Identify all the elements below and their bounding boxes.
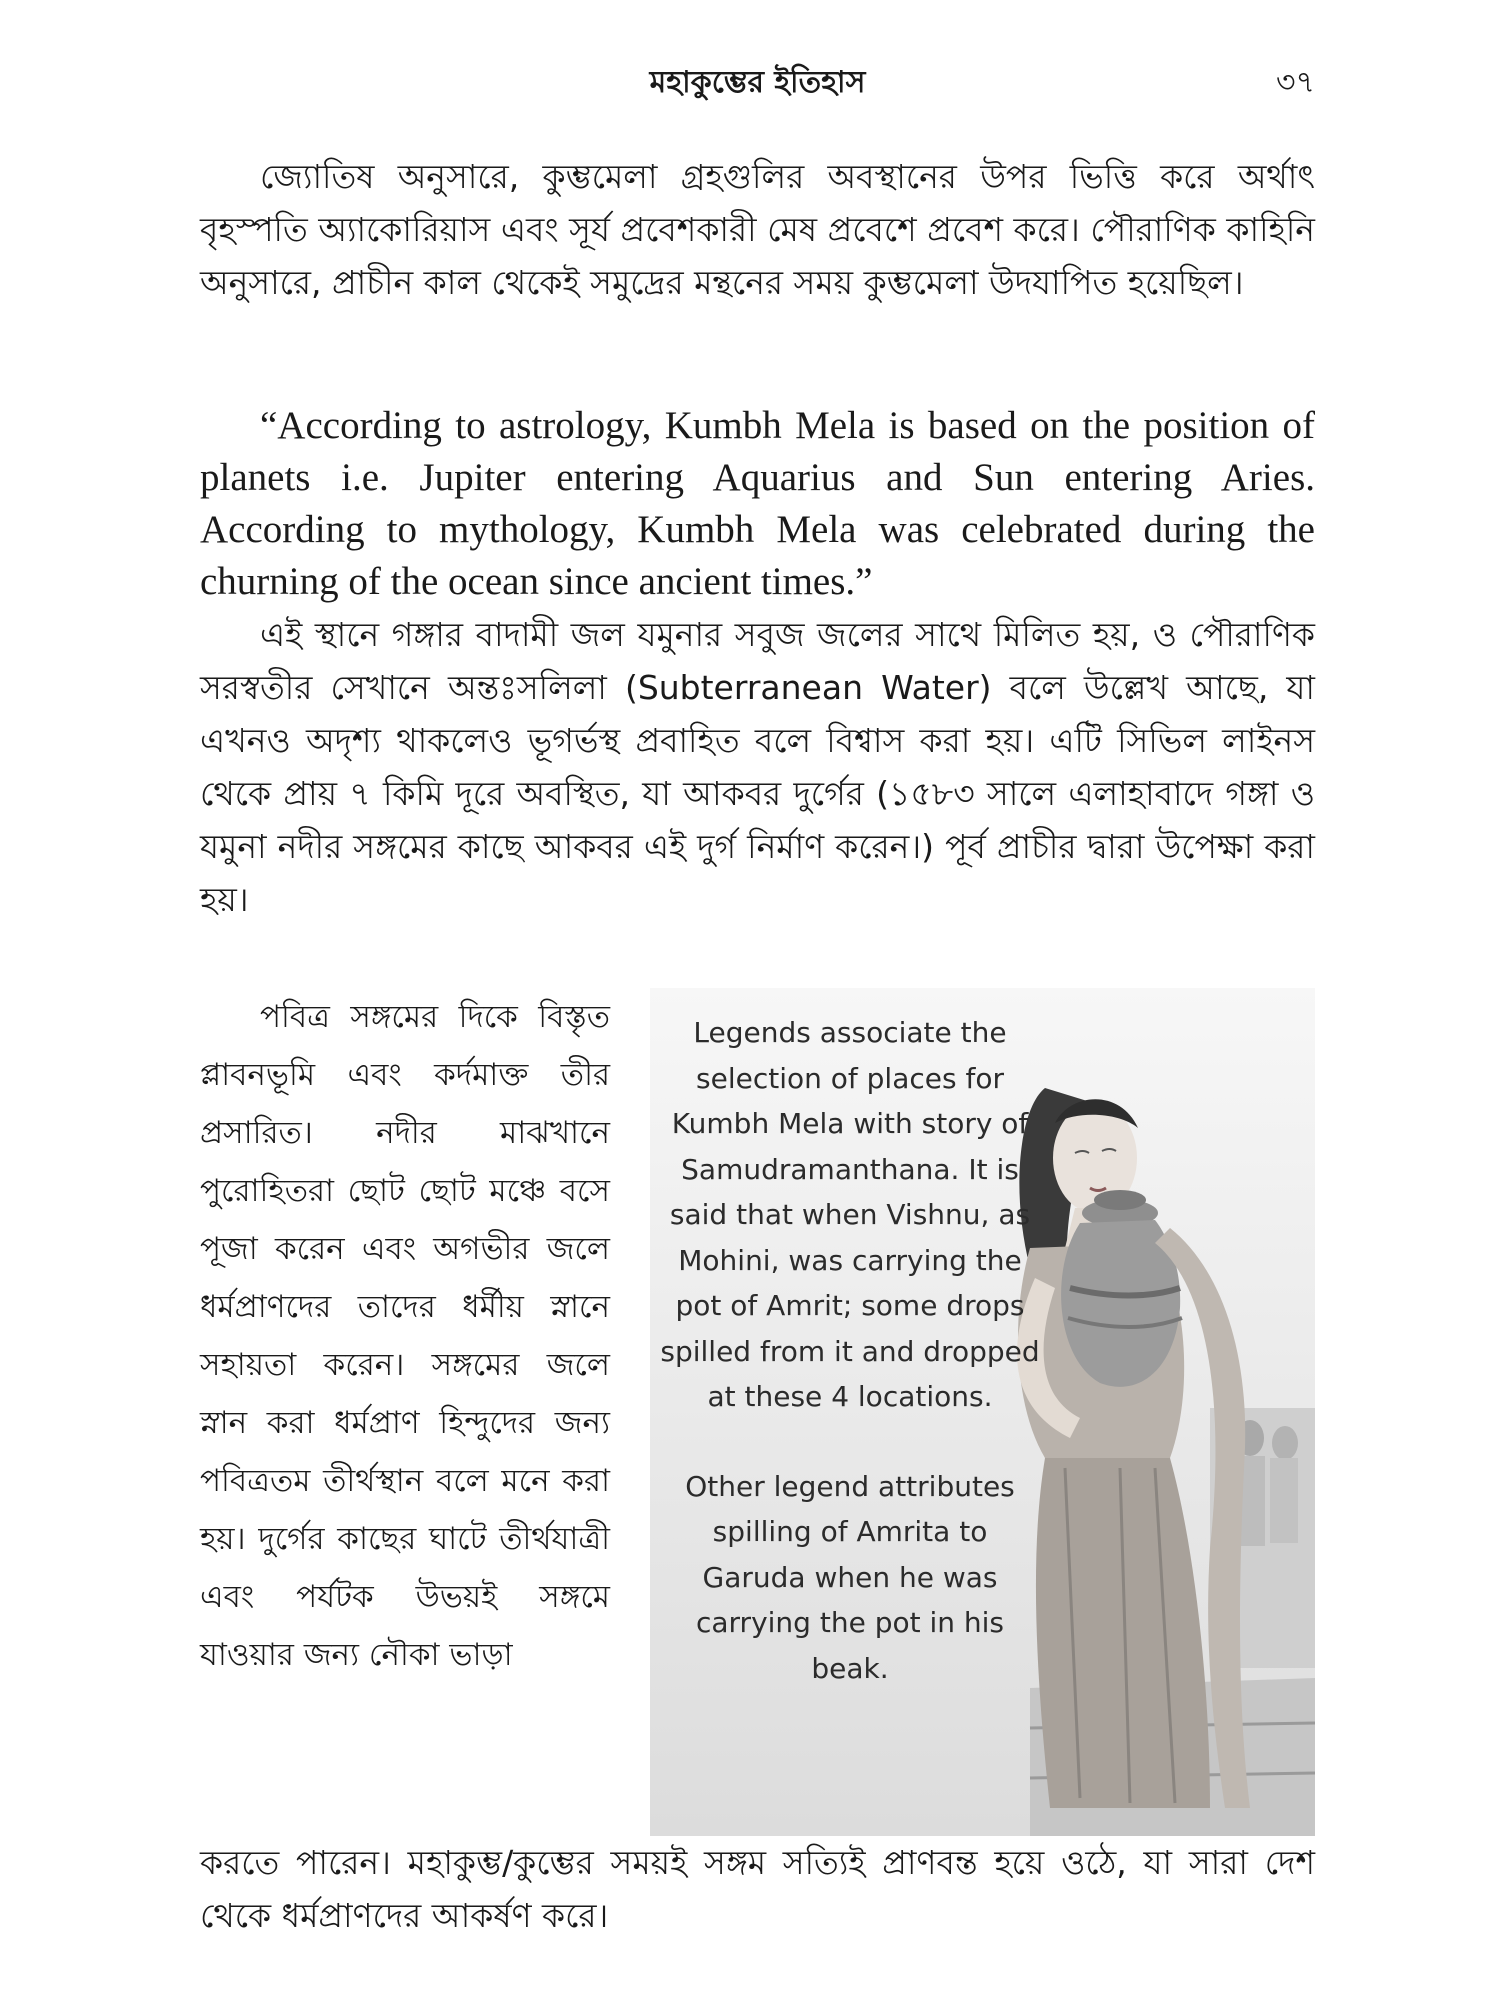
running-title: মহাকুম্ভের ইতিহাস	[649, 65, 866, 100]
text-with-figure	[200, 988, 1315, 1836]
page-number: ৩৭	[1275, 65, 1315, 100]
paragraph-text: জ্যোতিষ অনুসারে, কুম্ভমেলা গ্রহগুলির অবস্থানের উপর ভিত্তি করে অর্থাৎ বৃহস্পতি অ্যাকোরিয়াস এবং সূর্য প্রবেশকারী মেষ প্রবেশে প্রবেশ করে। পৌরাণিক কাহিনি অনুসারে, প্রাচীন কাল থেকেই সমুদ্রের মন্থনের সময় কুম্ভমেলা উদযাপিত হয়েছিল।	[200, 157, 1315, 302]
running-head	[200, 58, 1315, 108]
paragraph-sangam-description	[200, 608, 1315, 926]
paragraph-text: এই স্থানে গঙ্গার বাদামী জল যমুনার সবুজ জলের সাথে মিলিত হয়, ও পৌরাণিক সরস্বতীর সেখানে অন্তঃসলিলা (Subterranean Water) বলে উল্লেখ আছে, যা এখনও অদৃশ্য থাকলেও ভূগর্ভস্থ প্রবাহিত বলে বিশ্বাস করা হয়। এটি সিভিল লাইনস থেকে প্রায় ৭ কিমি দূরে অবস্থিত, যা আকবর দুর্গের (১৫৮৩ সালে এলাহাবাদে গঙ্গা ও যমুনা নদীর সঙ্গমের কাছে আকবর এই দুর্গ নির্মাণ করেন।) পূর্ব প্রাচীর দ্বারা উপেক্ষা করা হয়।	[200, 615, 1315, 919]
caption-garuda: Other legend attributes spilling of Amrita to Garuda when he was carrying the pot in his beak.	[685, 1469, 1015, 1685]
quote-text: “According to astrology, Kumbh Mela is based on the position of planets i.e. Jupiter entering Aquarius and Sun entering Aries. According to mythology, Kumbh Mela was celebrated during the churning of the ocean since ancient times.”	[200, 404, 1315, 603]
paragraph-floodplain-left-column: পবিত্র সঙ্গমের দিকে বিস্তৃত প্লাবনভূমি এবং কর্দমাক্ত তীর প্রসারিত। নদীর মাঝখানে পুরোহিতরা ছোট ছোট মঞ্চে বসে পূজা করেন এবং অগভীর জলে ধর্মপ্রাণদের তাদের ধর্মীয় স্নানে সহায়তা করেন। সঙ্গমের জলে স্নান করা ধর্মপ্রাণ হিন্দুদের জন্য পবিত্রতম তীর্থস্থান বলে মনে করা হয়। দুর্গের কাছের ঘাটে তীর্থযাত্রী এবং পর্যটক উভয়ই সঙ্গমে যাওয়ার জন্য নৌকা ভাড়া	[200, 999, 610, 1673]
paragraph-astrology-english-quote	[200, 400, 1315, 608]
mohini-illustration-figure	[650, 988, 1315, 1836]
figure-caption	[660, 1010, 1040, 1691]
paragraph-floodplain-tail: করতে পারেন। মহাকুম্ভ/কুম্ভের সময়ই সঙ্গম সত্যিই প্রাণবন্ত হয়ে ওঠে, যা সারা দেশ থেকে ধর্মপ্রাণদের আকর্ষণ করে।	[200, 1843, 1315, 1935]
paragraph-astrology-bengali	[200, 150, 1315, 309]
caption-samudramanthana: Legends associate the selection of places for Kumbh Mela with story of Samudramanthana. It is said that when Vishnu, as Mohini, was carrying the pot of Amrit; some drops spilled from it and dropped at these 4 locations.	[660, 1016, 1040, 1413]
